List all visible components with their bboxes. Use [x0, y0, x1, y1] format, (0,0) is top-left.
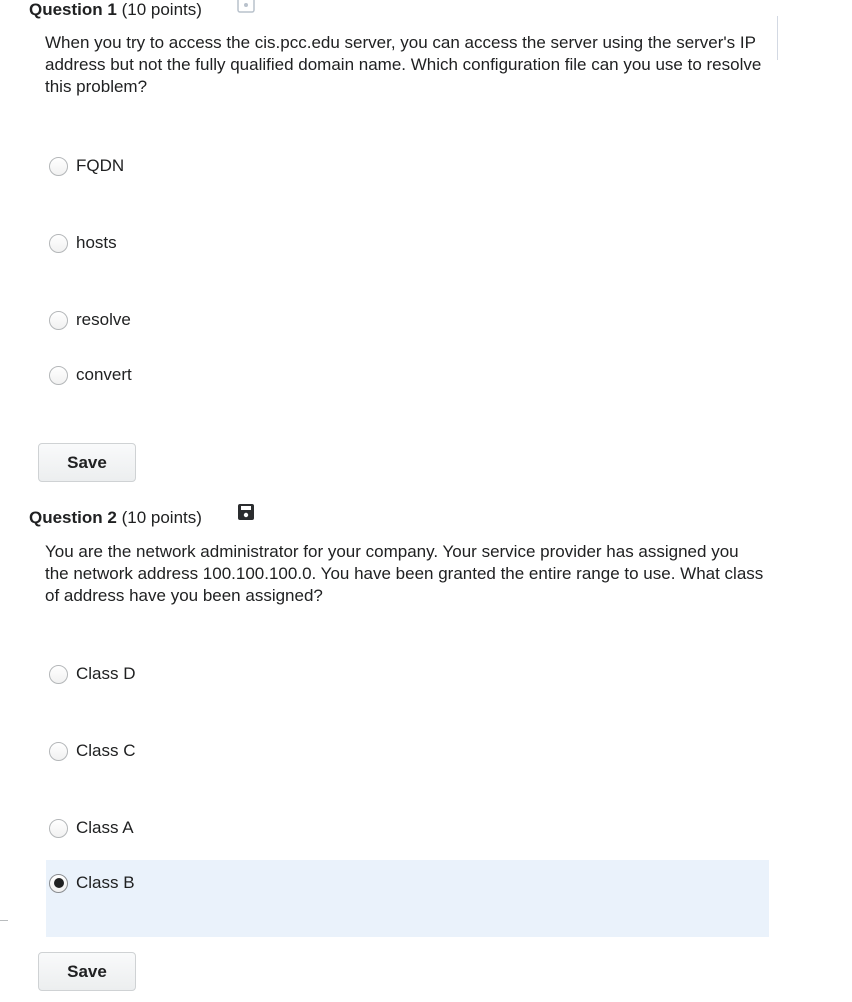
option-label: Class B [76, 873, 135, 892]
edge-tick [0, 920, 8, 921]
option-label: convert [76, 365, 132, 384]
option-label: resolve [76, 310, 131, 329]
radio-dot [54, 878, 64, 888]
radio-button-selected[interactable] [49, 874, 68, 893]
radio-button[interactable] [49, 157, 68, 176]
question-2-header [29, 508, 202, 528]
question-1-text: When you try to access the cis.pcc.edu server, you can access the server using the server's IP address but not the fully qualified domain name. Which configuration file can you use to resolve this problem? [45, 33, 762, 96]
save-button-question-2[interactable]: Save [38, 952, 136, 991]
question-2-text: You are the network administrator for your company. Your service provider has assigned you the network address 100.100.100.0. You have been granted the entire range to use. What class of address have you been assigned? [45, 542, 764, 605]
save-icon[interactable] [237, 503, 255, 521]
option-label: hosts [76, 233, 117, 252]
radio-button[interactable] [49, 311, 68, 330]
option-label: Class D [76, 664, 136, 683]
option-fqdn[interactable] [49, 155, 124, 177]
question-1-points: (10 points) [121, 0, 202, 19]
radio-button[interactable] [49, 665, 68, 684]
option-class-c[interactable] [49, 740, 136, 762]
radio-button[interactable] [49, 819, 68, 838]
selected-option-highlight [46, 860, 769, 937]
question-1-title: Question 1 [29, 0, 117, 19]
radio-button[interactable] [49, 366, 68, 385]
question-1-header [29, 0, 202, 20]
option-hosts[interactable] [49, 232, 117, 254]
radio-button[interactable] [49, 234, 68, 253]
option-label: FQDN [76, 156, 125, 175]
option-label: Class C [76, 741, 136, 760]
radio-button[interactable] [49, 742, 68, 761]
question-2-points: (10 points) [121, 508, 202, 527]
question-2-title: Question 2 [29, 508, 117, 527]
option-class-b[interactable] [49, 872, 135, 894]
option-label: Class A [76, 818, 134, 837]
divider-line [777, 16, 778, 60]
option-class-d[interactable] [49, 663, 136, 685]
save-button-question-1[interactable]: Save [38, 443, 136, 482]
option-convert[interactable] [49, 364, 132, 386]
option-class-a[interactable] [49, 817, 134, 839]
save-icon[interactable] [237, 0, 255, 13]
option-resolve[interactable] [49, 309, 131, 331]
